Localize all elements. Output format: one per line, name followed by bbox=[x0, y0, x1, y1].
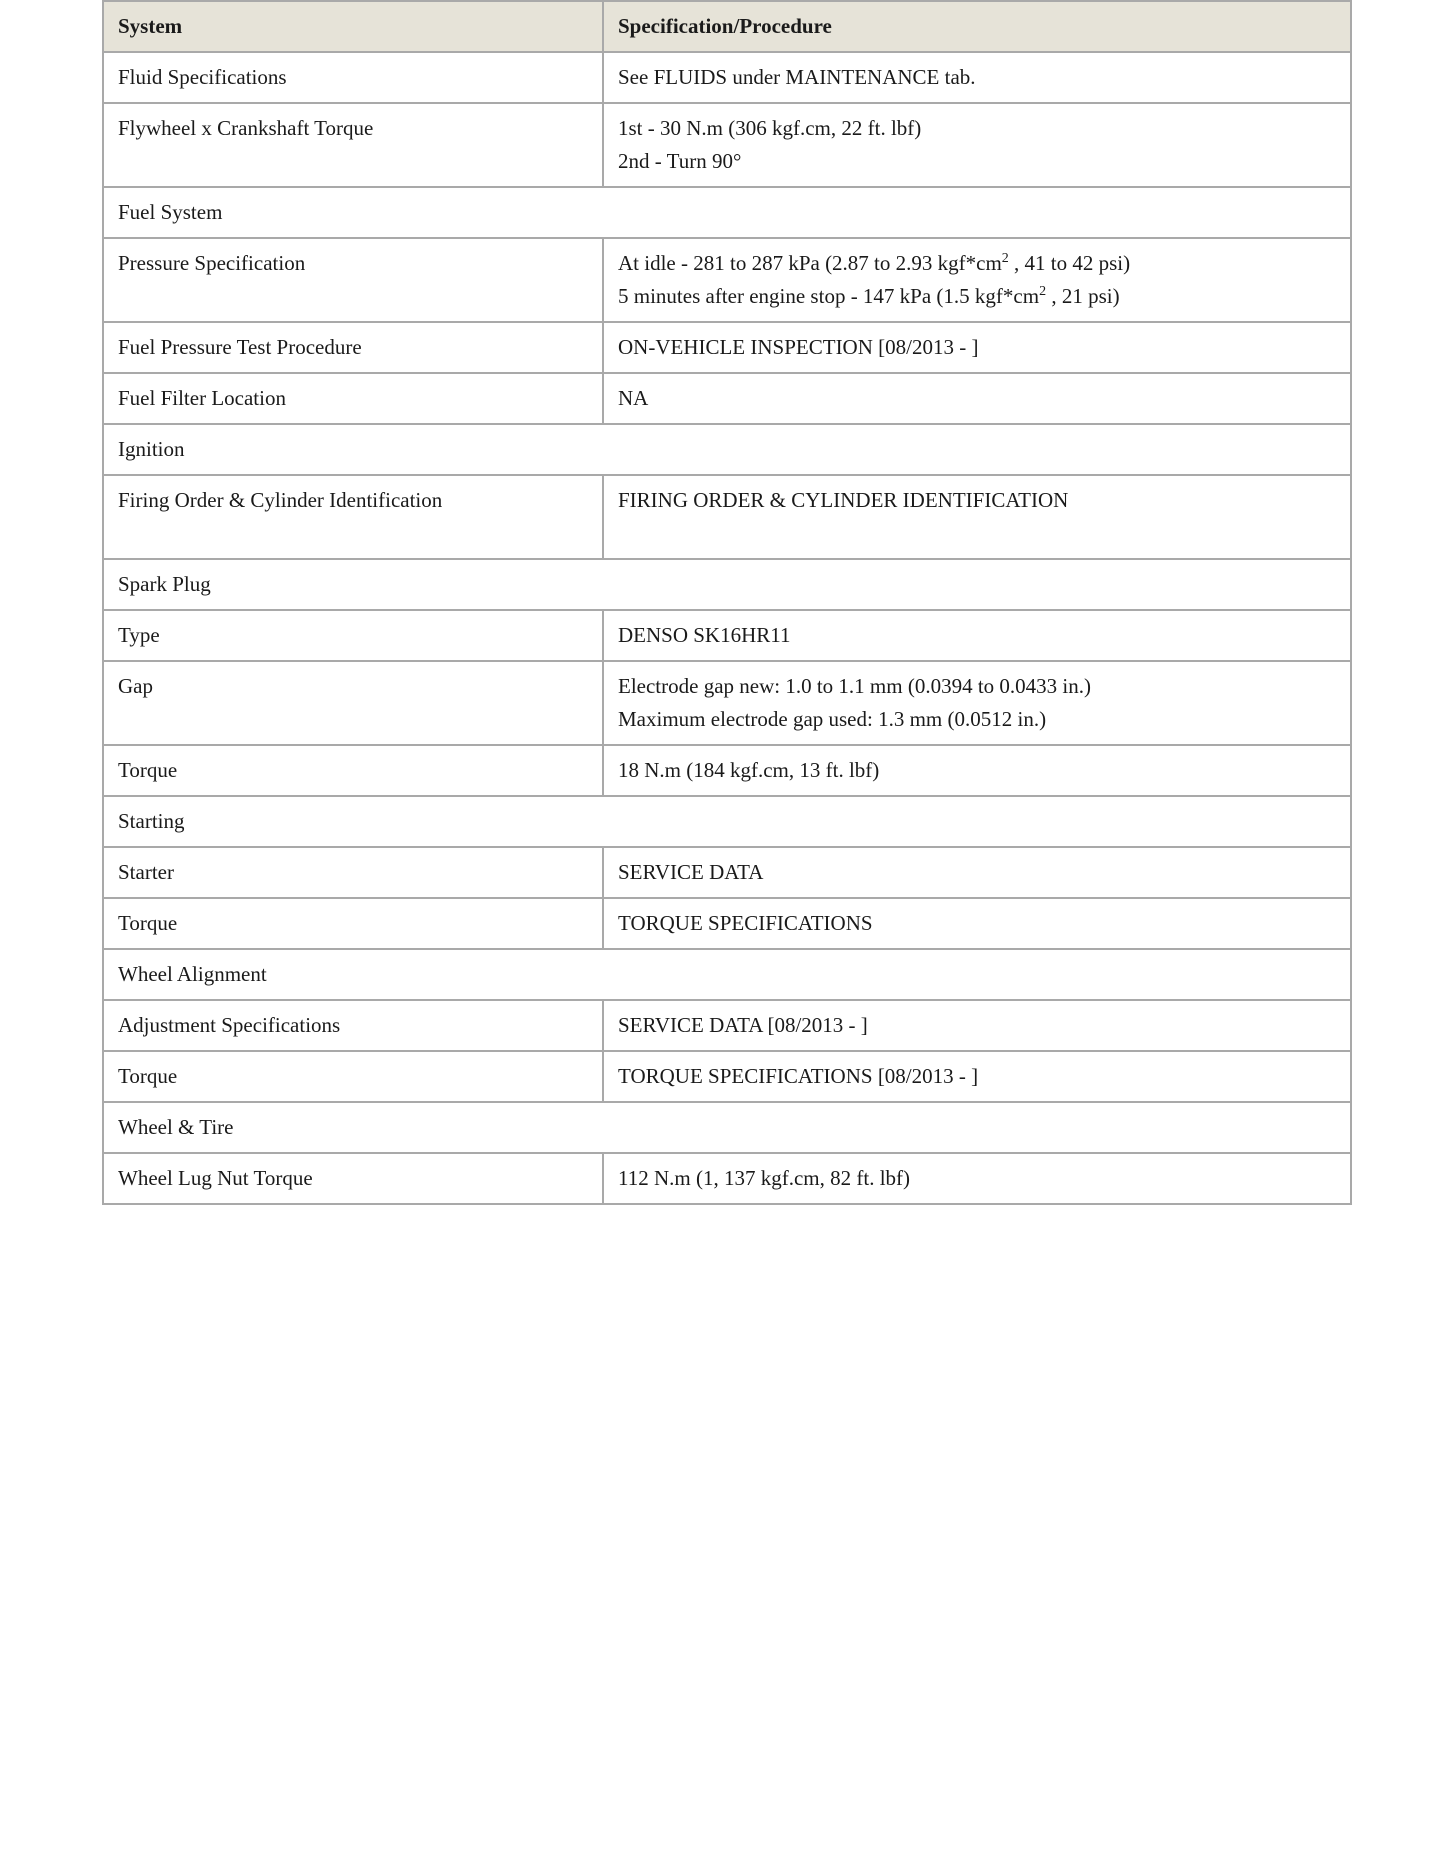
table-row bbox=[103, 103, 1351, 187]
row-value-spark-gap bbox=[603, 661, 1351, 745]
row-label-starting-torque: Torque bbox=[103, 898, 603, 949]
flywheel-line-2: 2nd - Turn 90° bbox=[618, 149, 742, 173]
section-row-fuel-system bbox=[103, 187, 1351, 238]
row-value-spark-torque: 18 N.m (184 kgf.cm, 13 ft. lbf) bbox=[603, 745, 1351, 796]
table-row bbox=[103, 322, 1351, 373]
section-row-ignition bbox=[103, 424, 1351, 475]
table-row bbox=[103, 238, 1351, 322]
row-label-spark-type: Type bbox=[103, 610, 603, 661]
row-value-lug-nut: 112 N.m (1, 137 kgf.cm, 82 ft. lbf) bbox=[603, 1153, 1351, 1204]
specifications-table bbox=[102, 0, 1352, 1205]
row-value-fluid[interactable]: See FLUIDS under MAINTENANCE tab. bbox=[603, 52, 1351, 103]
row-label-pressure: Pressure Specification bbox=[103, 238, 603, 322]
row-label-fuel-pressure-test: Fuel Pressure Test Procedure bbox=[103, 322, 603, 373]
row-label-fuel-filter: Fuel Filter Location bbox=[103, 373, 603, 424]
table-row bbox=[103, 847, 1351, 898]
section-title-fuel-system: Fuel System bbox=[103, 187, 1351, 238]
row-label-adjustment: Adjustment Specifications bbox=[103, 1000, 603, 1051]
table-row bbox=[103, 1153, 1351, 1204]
section-title-starting: Starting bbox=[103, 796, 1351, 847]
header-system: System bbox=[103, 1, 603, 52]
row-value-adjustment[interactable]: SERVICE DATA [08/2013 - ] bbox=[603, 1000, 1351, 1051]
table-row bbox=[103, 373, 1351, 424]
section-title-ignition: Ignition bbox=[103, 424, 1351, 475]
section-title-spark-plug: Spark Plug bbox=[103, 559, 1351, 610]
pressure-line-2-tail: , 21 psi) bbox=[1046, 284, 1120, 308]
row-label-firing-order: Firing Order & Cylinder Identification bbox=[103, 475, 603, 559]
section-row-starting bbox=[103, 796, 1351, 847]
header-specification: Specification/Procedure bbox=[603, 1, 1351, 52]
pressure-line-1-tail: , 41 to 42 psi) bbox=[1008, 251, 1131, 275]
gap-line-1: Electrode gap new: 1.0 to 1.1 mm (0.0394 to 0.0433 in.) bbox=[618, 674, 1092, 698]
row-value-starter[interactable]: SERVICE DATA bbox=[603, 847, 1351, 898]
row-value-alignment-torque[interactable]: TORQUE SPECIFICATIONS [08/2013 - ] bbox=[603, 1051, 1351, 1102]
gap-line-2: Maximum electrode gap used: 1.3 mm (0.0512 in.) bbox=[618, 707, 1047, 731]
section-row-spark-plug bbox=[103, 559, 1351, 610]
section-row-wheel-alignment bbox=[103, 949, 1351, 1000]
table-row bbox=[103, 52, 1351, 103]
row-label-lug-nut: Wheel Lug Nut Torque bbox=[103, 1153, 603, 1204]
table-row bbox=[103, 1000, 1351, 1051]
table-row bbox=[103, 745, 1351, 796]
row-value-spark-type: DENSO SK16HR11 bbox=[603, 610, 1351, 661]
table-row bbox=[103, 1051, 1351, 1102]
row-label-fluid: Fluid Specifications bbox=[103, 52, 603, 103]
pressure-line-2-text: 5 minutes after engine stop - 147 kPa (1.5 kgf*cm bbox=[618, 284, 1040, 308]
pressure-line-2-sup: 2 bbox=[1039, 284, 1047, 299]
row-label-spark-torque: Torque bbox=[103, 745, 603, 796]
row-value-pressure bbox=[603, 238, 1351, 322]
row-value-starting-torque[interactable]: TORQUE SPECIFICATIONS bbox=[603, 898, 1351, 949]
row-value-flywheel bbox=[603, 103, 1351, 187]
pressure-line-1 bbox=[618, 247, 1336, 280]
pressure-line-1-sup: 2 bbox=[1001, 251, 1009, 266]
pressure-line-2 bbox=[618, 280, 1336, 313]
table-row bbox=[103, 661, 1351, 745]
row-label-spark-gap: Gap bbox=[103, 661, 603, 745]
section-title-wheel-tire: Wheel & Tire bbox=[103, 1102, 1351, 1153]
row-value-fuel-pressure-test[interactable]: ON-VEHICLE INSPECTION [08/2013 - ] bbox=[603, 322, 1351, 373]
row-value-fuel-filter: NA bbox=[603, 373, 1351, 424]
row-label-flywheel: Flywheel x Crankshaft Torque bbox=[103, 103, 603, 187]
row-label-alignment-torque: Torque bbox=[103, 1051, 603, 1102]
flywheel-line-1: 1st - 30 N.m (306 kgf.cm, 22 ft. lbf) bbox=[618, 116, 922, 140]
row-label-starter: Starter bbox=[103, 847, 603, 898]
table-row bbox=[103, 898, 1351, 949]
table-row bbox=[103, 610, 1351, 661]
row-value-firing-order[interactable]: FIRING ORDER & CYLINDER IDENTIFICATION bbox=[603, 475, 1351, 559]
section-title-wheel-alignment: Wheel Alignment bbox=[103, 949, 1351, 1000]
table-row bbox=[103, 475, 1351, 559]
section-row-wheel-tire bbox=[103, 1102, 1351, 1153]
table-header-row bbox=[103, 1, 1351, 52]
pressure-line-1-text: At idle - 281 to 287 kPa (2.87 to 2.93 kgf*cm bbox=[618, 251, 1002, 275]
